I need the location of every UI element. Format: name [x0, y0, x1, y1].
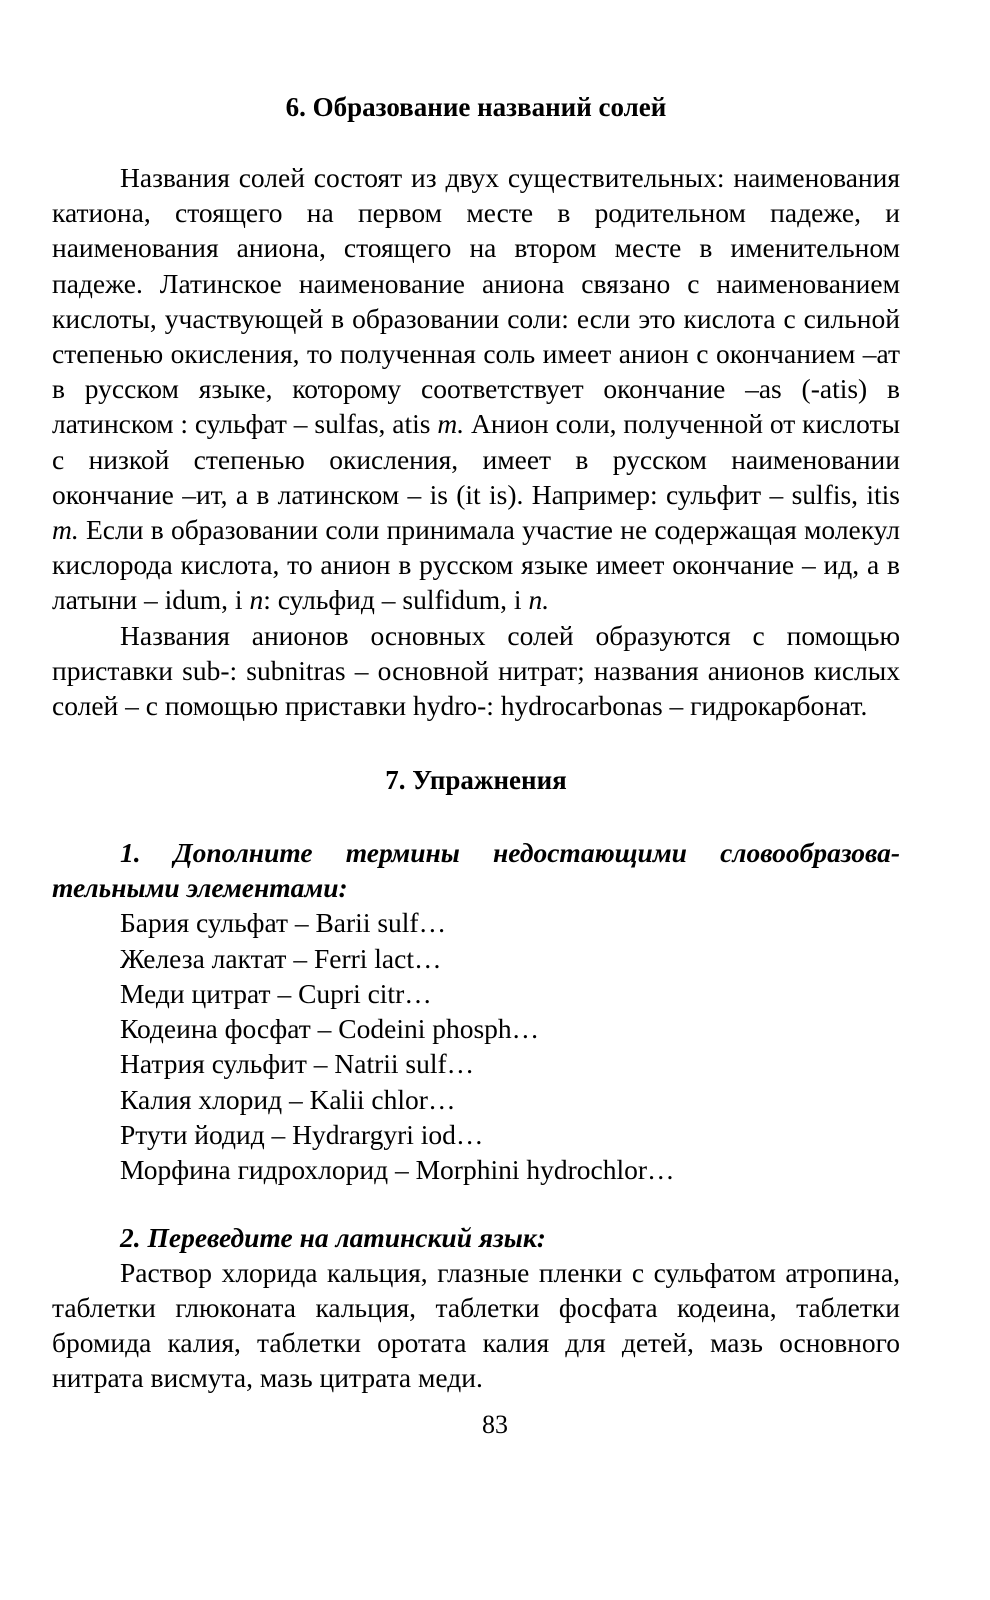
exercise-1-item: Натрия сульфит – Natrii sulf…: [120, 1048, 475, 1080]
paragraph-text-run: Если в образовании соли принимала участие не содержащая молекул кислорода кислота, то анион в русском языке имеет окончание – ид, а в латыни – idum, i: [52, 514, 900, 616]
page-content: [52, 90, 900, 1395]
section-6-paragraph-1: [52, 160, 900, 618]
exercise-1-item: Железа лактат – Ferri lact…: [120, 942, 442, 974]
italic-gender-mark: n.: [528, 584, 550, 616]
exercise-1-item: Калия хлорид – Kalii chlor…: [120, 1083, 456, 1115]
exercise-2-title: 2. Переведите на латинский язык:: [120, 1221, 546, 1253]
exercise-1-item: Меди цитрат – Cupri citr…: [120, 977, 432, 1009]
italic-gender-mark: m.: [52, 514, 79, 546]
paragraph-text-run: Названия солей состоят из двух существительных: наименования катиона, стоящего на первом месте в родительном падеже, и наименования аниона, стоящего на втором месте в именительном падеже. Латинское наименование аниона связано с наименованием кислоты, участвующей в образовании соли: если это кислота с сильной степенью окисления, то полученная соль имеет анион с окончанием –ат в русском языке, которому соответствует окончание –as (-atis) в латинском : сульфат – sulfas, atis: [52, 162, 900, 440]
exercise-1-list: [52, 905, 900, 1187]
section-7-title: 7. Упражнения: [385, 765, 567, 796]
exercise-1-item: Ртути йодид – Hydrargyri iod…: [120, 1119, 484, 1151]
section-6-title: 6. Образование названий солей: [285, 92, 667, 122]
section-6-paragraph-2: Названия анионов основных солей образуются с помощью приставки sub-: subnitras – основной нитрат; названия анионов кислых солей – с помощью приставки hydro-: hydrocarbonas – гидрокарбонат.: [52, 619, 900, 722]
exercise-2-text: Раствор хлорида кальция, глазные пленки с сульфатом атропина, таблетки глюконата кальция, таблетки фосфата кодеина, таблетки бромида калия, таблетки оротата калия для детей, мазь основного нитрата висмута, мазь цитрата меди.: [52, 1256, 900, 1394]
paragraph-text-run: Анион соли, полученной от кислоты с низкой степенью окисления, имеет в русском наименовании окончание –ит, а в латинском – is (it is). Например: сульфит – sulfis, itis: [52, 408, 900, 510]
italic-gender-mark: n: [249, 584, 264, 616]
page-number: 83: [482, 1410, 508, 1439]
paragraph-text-run: : сульфид – sulfidum, i: [263, 584, 529, 616]
exercise-1-item: Бария сульфат – Barii sulf…: [120, 907, 447, 939]
exercise-1-title: 1. Дополните термины недостающими словообразовательными элементами:: [52, 837, 900, 904]
exercise-1-item: Кодеина фосфат – Codeini phosph…: [120, 1013, 540, 1045]
exercise-1-item: Морфина гидрохлорид – Morphini hydrochlor…: [120, 1154, 675, 1186]
italic-gender-mark: m.: [437, 408, 465, 440]
